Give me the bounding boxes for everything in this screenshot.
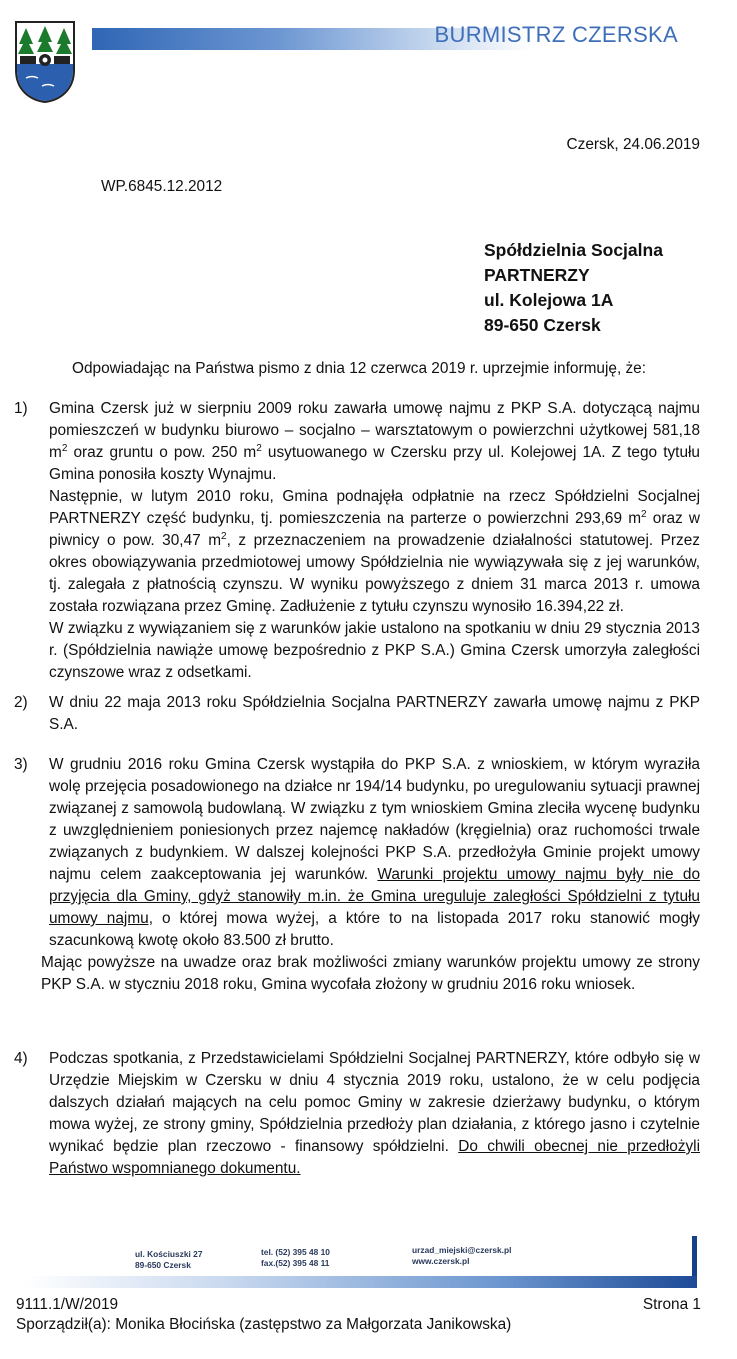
document-id: 9111.1/W/2019: [16, 1296, 119, 1313]
footer-email: urzad_miejski@czersk.pl: [412, 1245, 512, 1255]
recipient-address: [484, 238, 663, 338]
coat-of-arms-icon: [14, 20, 76, 104]
text: o której mowa wyżej, a które to na listopada 2017 roku stanowić mogły szacunkową kwotę około 83.500 zł brutto.: [49, 910, 700, 949]
paragraph: [49, 1048, 700, 1180]
item-2: [49, 692, 700, 736]
paragraph: [49, 398, 700, 486]
letter-date: Czersk, 24.06.2019: [566, 136, 700, 153]
recipient-line: Spółdzielnia Socjalna: [484, 240, 663, 260]
underlined-text: Do chwili obecnej nie przedłożyli Państwo wspomnianego dokumentu.: [49, 1138, 700, 1177]
reference-number: WP.6845.12.2012: [101, 178, 223, 195]
superscript: 2: [256, 442, 262, 454]
item-4: [49, 1048, 700, 1180]
text: , z przeznaczeniem na prowadzenie działalności statutowej. Przez okres obowiązywania przedmiotowej umowy Spółdzielnia nie wywiązywała się z jej warunków, tj. zalegała z płatnością czynszu. W wyniku powyższego z dniem 31 marca 2013 r. umowa została rozwiązana przez Gminę. Zadłużenie z tytułu czynszu wynosiło 16.394,22 zł.: [49, 532, 700, 615]
footer-line: 89-650 Czersk: [135, 1260, 191, 1270]
item-number: 4): [14, 1050, 28, 1067]
footer-bar: [24, 1276, 697, 1288]
item-3: [41, 754, 701, 996]
paragraph: [49, 754, 700, 952]
footer-vertical-rule: [692, 1236, 697, 1276]
item-number: 2): [14, 694, 28, 711]
recipient-line: 89-650 Czersk: [484, 315, 601, 335]
paragraph: W związku z wywiązaniem się z warunków jakie ustalono na spotkaniu w dniu 29 stycznia 2013 r. (Spółdzielnia nawiąże umowę bezpośrednio z PKP S.A.) Gmina Czersk umorzyła zaległości czynszowe wraz z odsetkami.: [49, 620, 700, 681]
text: oraz gruntu o pow. 250 m: [67, 444, 257, 461]
underlined-text: Warunki projektu umowy najmu były nie do przyjęcia dla Gminy, gdyż stanowiły m.in. że Gmina ureguluje zaległości Spółdzielni z tytułu umowy najmu,: [49, 866, 701, 927]
text: oraz w piwnicy o pow. 30,47 m: [49, 510, 700, 549]
text: usytuowanego w Czersku przy ul. Kolejowej 1A. Z tego tytułu Gmina ponosiła koszty Wynajmu.: [49, 444, 700, 483]
item-1: [49, 398, 700, 684]
recipient-line: ul. Kolejowa 1A: [484, 290, 614, 310]
superscript: 2: [61, 442, 68, 454]
page-number: Strona 1: [642, 1296, 701, 1313]
footer-line: fax.(52) 395 48 11: [261, 1258, 330, 1268]
superscript: 2: [221, 530, 227, 542]
text: W grudniu 2016 roku Gmina Czersk wystąpiła do PKP S.A. z wnioskiem, w którym wyraziła wolę przejęcia posadowionego na działce nr 194/14 budynku, po uregulowaniu sytuacji prawnej związanej z samowolą budowlaną. W związku z tym wnioskiem Gmina zleciła wycenę budynku z uwzględnieniem poniesionych przez najemcę nakładów (kręgielnia) oraz ruchomości trwale związanych z budynkiem. W dalszej kolejności PKP S.A. przedłożyła Gminie projekt umowy najmu celem zaakceptowania jej warunków.: [49, 756, 700, 883]
footer-web: [412, 1245, 511, 1267]
text: Gmina Czersk już w sierpniu 2009 roku zawarła umowę najmu z PKP S.A. dotyczącą najmu pomieszczeń w budynku biurowo – socjalno – warsztatowym o powierzchni użytkowej 581,18 m: [49, 400, 700, 461]
recipient-line: PARTNERZY: [484, 265, 590, 285]
footer-line: tel. (52) 395 48 10: [261, 1247, 330, 1257]
item-number: 3): [14, 756, 28, 773]
paragraph: Mając powyższe na uwadze oraz brak możliwości zmiany warunków projektu umowy ze strony PKP S.A. w styczniu 2018 roku, Gmina wycofała złożony w grudniu 2016 roku wniosek.: [41, 954, 700, 993]
footer-phones: [261, 1247, 330, 1269]
footer-website: www.czersk.pl: [412, 1256, 470, 1266]
paragraph: [49, 486, 700, 618]
text: Następnie, w lutym 2010 roku, Gmina podnajęła odpłatnie na rzecz Spółdzielni Socjalnej PARTNERZY część budynku, tj. pomieszczenia na parterze o powierzchni 293,69 m: [49, 488, 700, 527]
item-number: 1): [14, 400, 28, 417]
footer-line: ul. Kościuszki 27: [135, 1249, 203, 1259]
intro-sentence: Odpowiadając na Państwa pismo z dnia 12 czerwca 2019 r. uprzejmie informuję, że:: [72, 360, 647, 377]
footer-address: [135, 1249, 203, 1271]
prepared-by: Sporządził(a): Monika Błocińska (zastępstwo za Małgorzata Janikowska): [16, 1316, 512, 1333]
header-title: BURMISTRZ CZERSKA: [434, 22, 678, 47]
paragraph: W dniu 22 maja 2013 roku Spółdzielnia Socjalna PARTNERZY zawarła umowę najmu z PKP S.A.: [49, 694, 700, 733]
text: Podczas spotkania, z Przedstawicielami Spółdzielni Socjalnej PARTNERZY, które odbyło się w Urzędzie Miejskim w Czersku w dniu 4 stycznia 2019 roku, ustalono, że w celu podjęcia dalszych działań mających na celu pomoc Gminy w zakresie dzierżawy budynku, o którym mowa wyżej, ze strony gminy, Spółdzielnia przedłoży plan działania, z którego jasno i czytelnie wynikać będzie plan rzeczowo - finansowy spółdzielni.: [49, 1050, 700, 1155]
superscript: 2: [641, 508, 647, 520]
